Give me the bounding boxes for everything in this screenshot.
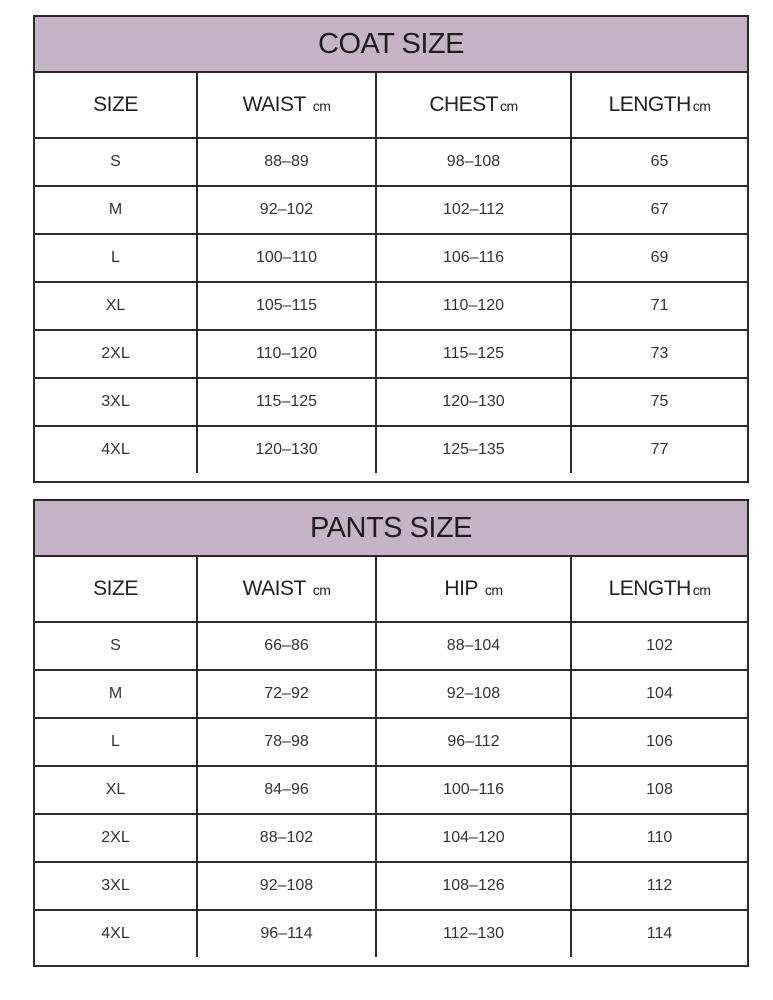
pants-cell-size: 3XL [35, 862, 197, 910]
pants-size-table [33, 499, 749, 967]
pants-cell-hip: 92–108 [376, 670, 571, 718]
pants-header-hip-label: HIP [444, 577, 478, 600]
pants-header-hip-unit: cm [484, 582, 503, 598]
table-row [35, 186, 747, 234]
coat-cell-length: 67 [571, 186, 747, 234]
pants-cell-hip: 100–116 [376, 766, 571, 814]
coat-cell-waist: 115–125 [197, 378, 376, 426]
coat-cell-length: 77 [650, 441, 669, 458]
pants-cell-length: 112 [571, 862, 747, 910]
coat-cell-size: XL [35, 282, 197, 330]
table-row [35, 814, 747, 862]
pants-size-title: PANTS SIZE [35, 501, 747, 557]
pants-header-length-label: LENGTH [608, 577, 691, 600]
pants-cell-size: XL [35, 766, 197, 814]
table-row [35, 622, 747, 670]
coat-size-grid [35, 73, 747, 473]
pants-cell-hip: 108–126 [376, 862, 571, 910]
coat-cell-length: 65 [571, 138, 747, 186]
pants-header-hip [376, 557, 571, 622]
coat-cell-length: 69 [571, 234, 747, 282]
coat-cell-waist: 105–115 [197, 282, 376, 330]
coat-header-waist [197, 73, 376, 138]
pants-cell-waist: 84–96 [197, 766, 376, 814]
coat-header-waist-unit: cm [312, 98, 331, 114]
pants-cell-size: 4XL [35, 910, 197, 957]
pants-cell-waist: 72–92 [197, 670, 376, 718]
coat-header-chest-unit: cm [500, 98, 518, 114]
coat-header-waist-label: WAIST [242, 93, 306, 116]
coat-cell-waist: 92–102 [197, 186, 376, 234]
pants-cell-size: 2XL [35, 814, 197, 862]
coat-cell-waist: 100–110 [197, 234, 376, 282]
pants-cell-size: S [35, 622, 197, 670]
pants-header-length-unit: cm [692, 582, 711, 598]
pants-cell-waist: 88–102 [197, 814, 376, 862]
pants-cell-size: L [35, 718, 197, 766]
coat-cell-size: M [35, 186, 197, 234]
table-row [35, 138, 747, 186]
pants-header-row [35, 557, 747, 622]
coat-cell-chest: 106–116 [376, 234, 571, 282]
coat-header-size-label: SIZE [93, 93, 138, 116]
pants-table-body [35, 622, 747, 957]
coat-header-chest-label: CHEST [429, 93, 498, 116]
pants-header-size [35, 557, 197, 622]
coat-cell-size: 2XL [35, 330, 197, 378]
pants-cell-length: 110 [571, 814, 747, 862]
pants-header-length [571, 557, 747, 622]
table-row [35, 378, 747, 426]
table-row [35, 282, 747, 330]
coat-cell-chest: 110–120 [376, 282, 571, 330]
coat-cell-waist: 88–89 [197, 138, 376, 186]
coat-cell-waist: 110–120 [197, 330, 376, 378]
coat-header-length-label: LENGTH [608, 93, 691, 116]
coat-header-length-unit: cm [692, 98, 711, 114]
coat-header-chest [376, 73, 571, 138]
coat-cell-size: 3XL [35, 378, 197, 426]
coat-cell-chest: 102–112 [376, 186, 571, 234]
coat-cell-size: S [35, 138, 197, 186]
table-row [35, 910, 747, 957]
pants-cell-length: 106 [571, 718, 747, 766]
pants-cell-waist: 66–86 [197, 622, 376, 670]
coat-cell-length: 75 [571, 378, 747, 426]
pants-cell-waist: 92–108 [197, 862, 376, 910]
pants-cell-hip: 112–130 [376, 910, 571, 957]
pants-cell-length: 108 [571, 766, 747, 814]
coat-cell-waist: 120–130 [197, 426, 376, 473]
pants-header-size-label: SIZE [93, 577, 138, 600]
coat-size-title: COAT SIZE [35, 17, 747, 73]
coat-cell-chest: 115–125 [376, 330, 571, 378]
pants-cell-hip: 104–120 [376, 814, 571, 862]
pants-size-grid [35, 557, 747, 957]
pants-header-waist-label: WAIST [242, 577, 306, 600]
pants-header-waist [197, 557, 376, 622]
table-row [35, 234, 747, 282]
table-row [35, 670, 747, 718]
coat-header-row [35, 73, 747, 138]
pants-cell-length: 114 [646, 925, 673, 942]
coat-cell-length: 73 [571, 330, 747, 378]
pants-cell-length: 104 [571, 670, 747, 718]
coat-header-size [35, 73, 197, 138]
coat-header-length [571, 73, 747, 138]
coat-table-body [35, 138, 747, 473]
pants-cell-waist: 78–98 [197, 718, 376, 766]
pants-header-waist-unit: cm [312, 582, 331, 598]
pants-cell-hip: 96–112 [376, 718, 571, 766]
coat-cell-length: 71 [571, 282, 747, 330]
coat-cell-chest: 120–130 [376, 378, 571, 426]
coat-cell-chest: 98–108 [376, 138, 571, 186]
table-row [35, 766, 747, 814]
table-row [35, 426, 747, 473]
coat-cell-size: 4XL [35, 426, 197, 473]
pants-cell-length: 102 [571, 622, 747, 670]
pants-cell-waist: 96–114 [197, 910, 376, 957]
table-row [35, 330, 747, 378]
coat-cell-chest: 125–135 [376, 426, 571, 473]
pants-cell-size: M [35, 670, 197, 718]
coat-size-table [33, 15, 749, 483]
coat-cell-size: L [35, 234, 197, 282]
table-row [35, 718, 747, 766]
pants-cell-hip: 88–104 [376, 622, 571, 670]
table-row [35, 862, 747, 910]
